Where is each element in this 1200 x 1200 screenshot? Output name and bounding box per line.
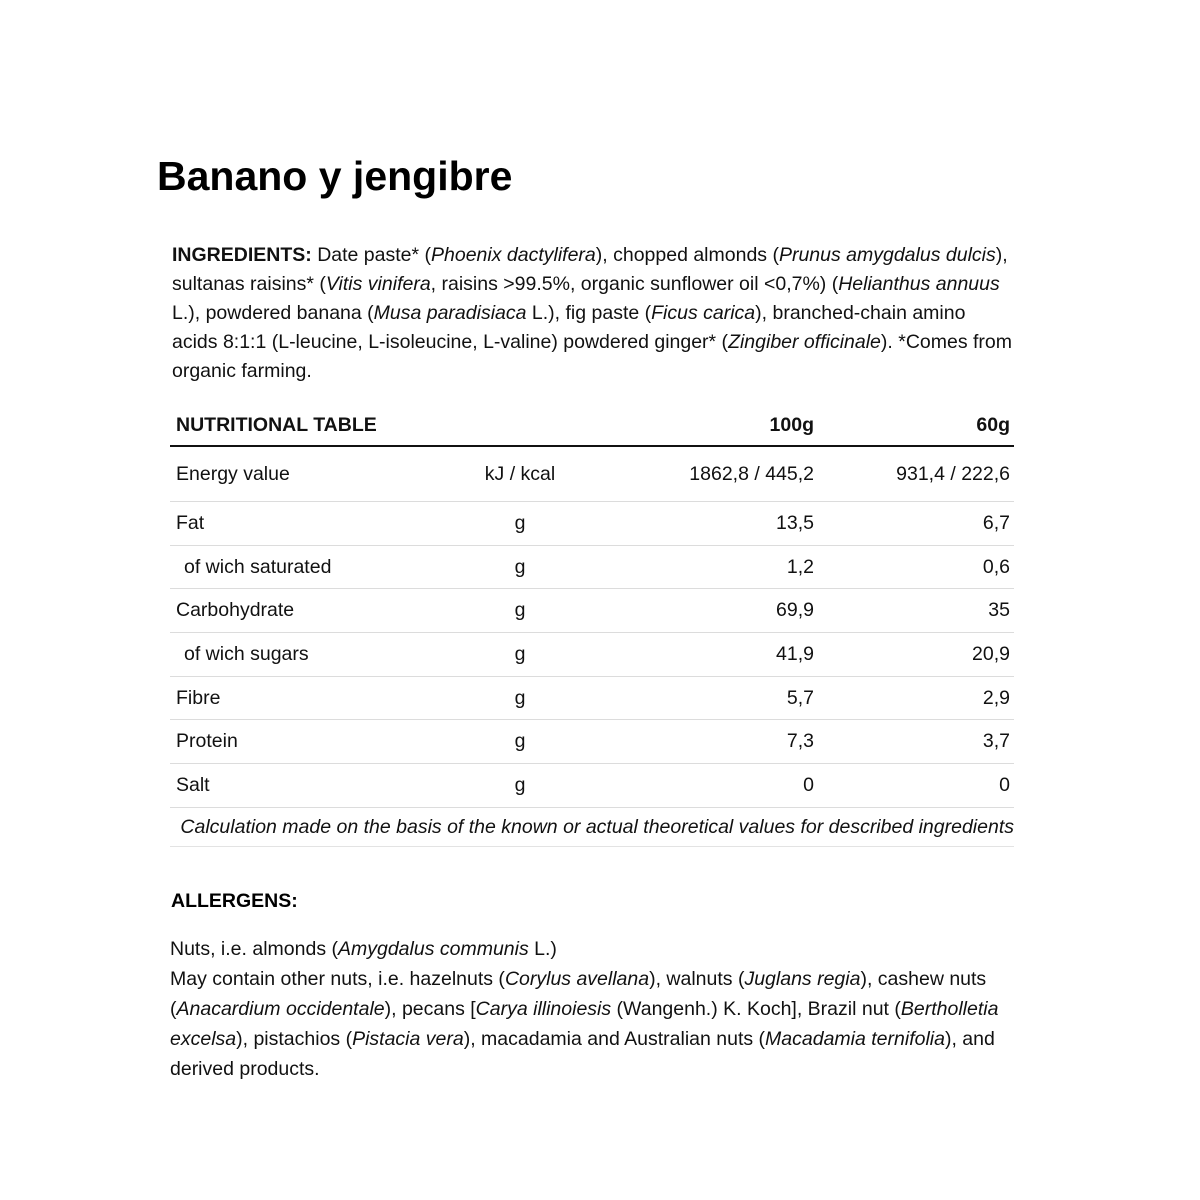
value-60g: 6,7: [982, 511, 1010, 534]
nutrient-unit: g: [514, 642, 526, 665]
allergens-paragraph-2: May contain other nuts, i.e. hazelnuts (Corylus avellana), walnuts (Juglans regia), cashew nuts (Anacardium occidentale), pecans [Carya illinoiesis (Wangenh.) K. Koch], Brazil nut (Bertholletia excelsa), pistachios (Pistacia vera), macadamia and Australian nuts (Macadamia ternifolia), and derived products.: [170, 968, 999, 1080]
nutrient-unit: g: [514, 555, 526, 578]
table-body: [170, 447, 1014, 808]
table-row: [170, 447, 1014, 502]
nutrient-label: of wich sugars: [184, 642, 309, 665]
section-divider: [170, 846, 1014, 847]
table-row: [170, 677, 1014, 721]
table-row: [170, 720, 1014, 764]
value-100g: 41,9: [776, 642, 814, 665]
ingredients-paragraph: INGREDIENTS: Date paste* (Phoenix dactylifera), chopped almonds (Prunus amygdalus dulcis), sultanas raisins* (Vitis vinifera, raisins >99.5%, organic sunflower oil <0,7%) (Helianthus annuus L.), powdered banana (Musa paradisiaca L.), fig paste (Ficus carica), branched-chain amino acids 8:1:1 (L-leucine, L-isoleucine, L-valine) powdered ginger* (Zingiber officinale). *Comes from organic farming.: [172, 244, 1013, 382]
nutrient-unit: g: [514, 511, 526, 534]
nutrient-label: Fibre: [176, 686, 221, 709]
value-60g: 2,9: [982, 686, 1010, 709]
value-60g: 931,4 / 222,6: [896, 462, 1010, 485]
nutrient-label: Carbohydrate: [176, 599, 295, 622]
nutritional-table: [170, 405, 1014, 847]
table-row: [170, 546, 1014, 590]
nutrient-unit: kJ / kcal: [484, 462, 556, 485]
allergens-text: [170, 934, 1014, 1084]
table-row: [170, 764, 1014, 808]
value-100g: 1,2: [786, 555, 814, 578]
table-header-col-60g: 60g: [976, 413, 1010, 436]
table-row: [170, 502, 1014, 546]
table-title: NUTRITIONAL TABLE: [176, 413, 377, 436]
value-100g: 0: [803, 773, 814, 796]
nutrient-label: Salt: [176, 773, 210, 796]
nutrient-unit: g: [514, 773, 526, 796]
table-row: [170, 589, 1014, 633]
nutrient-label: of wich saturated: [184, 555, 332, 578]
nutrient-unit: g: [514, 730, 526, 753]
value-60g: 35: [988, 599, 1010, 622]
value-100g: 69,9: [776, 599, 814, 622]
page-title: Banano y jengibre: [157, 153, 513, 199]
calculation-note: Calculation made on the basis of the known or actual theoretical values for described ingredients: [180, 815, 1014, 838]
table-header-col-100g: 100g: [769, 413, 814, 436]
allergens-heading: ALLERGENS:: [171, 890, 298, 912]
value-60g: 0,6: [982, 555, 1010, 578]
value-60g: 0: [999, 773, 1010, 796]
value-60g: 3,7: [982, 730, 1010, 753]
table-header-row: [170, 405, 1014, 447]
value-100g: 1862,8 / 445,2: [689, 462, 814, 485]
table-row: [170, 633, 1014, 677]
value-100g: 7,3: [786, 730, 814, 753]
allergens-paragraph-1: Nuts, i.e. almonds (Amygdalus communis L.): [170, 938, 557, 960]
nutrient-label: Protein: [176, 730, 238, 753]
nutrient-label: Energy value: [176, 462, 290, 485]
nutrient-unit: g: [514, 599, 526, 622]
nutrient-label: Fat: [176, 511, 205, 534]
value-100g: 13,5: [776, 511, 814, 534]
nutrient-unit: g: [514, 686, 526, 709]
value-100g: 5,7: [786, 686, 814, 709]
value-60g: 20,9: [972, 642, 1010, 665]
